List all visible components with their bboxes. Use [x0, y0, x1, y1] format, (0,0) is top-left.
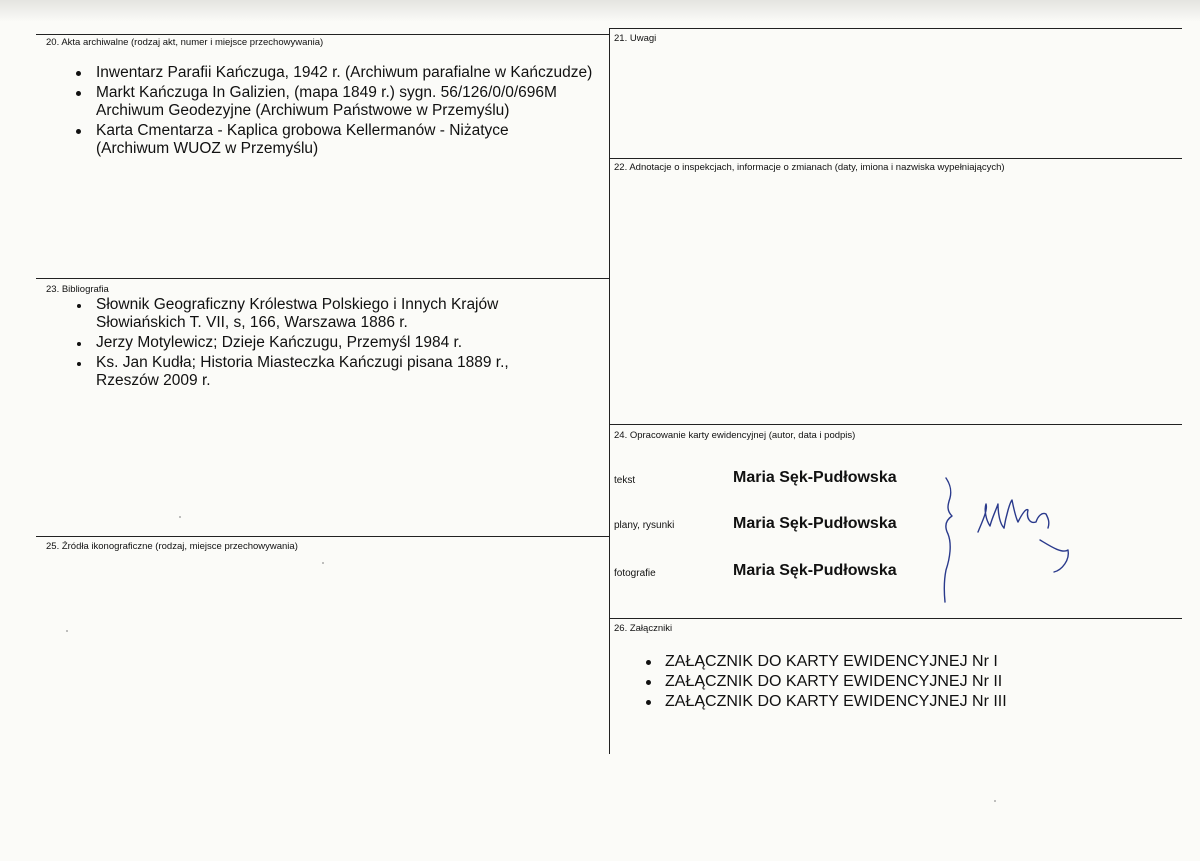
- list-item: Karta Cmentarza - Kaplica grobowa Kellermanów - Niżatyce (Archiwum WUOZ w Przemyślu): [68, 122, 598, 158]
- rule-right-26: [610, 618, 1182, 619]
- rule-left-23: [36, 278, 610, 279]
- column-divider: [609, 28, 610, 754]
- scan-shading: [0, 0, 1200, 22]
- bibliography-list: [68, 296, 568, 392]
- section-24-label: 24. Opracowanie karty ewidencyjnej (autor, data i podpis): [614, 430, 856, 441]
- author-name: Maria Sęk-Pudłowska: [733, 515, 897, 532]
- attachments-list: [638, 652, 1158, 712]
- list-item: ZAŁĄCZNIK DO KARTY EWIDENCYJNEJ Nr III: [638, 692, 1158, 712]
- scan-speck: [66, 630, 68, 632]
- top-rule-left: [36, 34, 610, 35]
- scan-speck: [994, 800, 996, 802]
- role-label: fotografie: [614, 568, 656, 579]
- section-26-label: 26. Załączniki: [614, 623, 673, 634]
- list-item: ZAŁĄCZNIK DO KARTY EWIDENCYJNEJ Nr I: [638, 652, 1158, 672]
- archival-list: [68, 64, 598, 160]
- section-23-label: 23. Bibliografia: [46, 284, 109, 295]
- list-item: Markt Kańczuga In Galizien, (mapa 1849 r.) sygn. 56/126/0/0/696M Archiwum Geodezyjne (Archiwum Państwowe w Przemyślu): [68, 84, 598, 120]
- signature-mark: [930, 470, 1080, 610]
- section-22-label: 22. Adnotacje o inspekcjach, informacje o zmianach (daty, imiona i nazwiska wypełniających): [614, 162, 1005, 173]
- rule-right-22: [610, 158, 1182, 159]
- list-item: Inwentarz Parafii Kańczuga, 1942 r. (Archiwum parafialne w Kańczudze): [68, 64, 598, 82]
- section-21-label: 21. Uwagi: [614, 33, 657, 44]
- list-item: Ks. Jan Kudła; Historia Miasteczka Kańczugi pisana 1889 r., Rzeszów 2009 r.: [68, 354, 568, 390]
- section-25-label: 25. Źródła ikonograficzne (rodzaj, miejsce przechowywania): [46, 541, 298, 552]
- scan-speck: [179, 516, 181, 518]
- rule-right-24: [610, 424, 1182, 425]
- list-item: Słownik Geograficzny Królestwa Polskiego i Innych Krajów Słowiańskich T. VII, s, 166, Warszawa 1886 r.: [68, 296, 568, 332]
- rule-left-25: [36, 536, 610, 537]
- role-label: tekst: [614, 475, 636, 486]
- role-label: plany, rysunki: [614, 520, 675, 531]
- list-item: Jerzy Motylewicz; Dzieje Kańczugu, Przemyśl 1984 r.: [68, 334, 568, 352]
- top-rule-right: [610, 28, 1182, 29]
- scan-speck: [322, 562, 324, 564]
- author-name: Maria Sęk-Pudłowska: [733, 469, 897, 486]
- author-name: Maria Sęk-Pudłowska: [733, 562, 897, 579]
- list-item: ZAŁĄCZNIK DO KARTY EWIDENCYJNEJ Nr II: [638, 672, 1158, 692]
- section-20-label: 20. Akta archiwalne (rodzaj akt, numer i miejsce przechowywania): [46, 37, 324, 48]
